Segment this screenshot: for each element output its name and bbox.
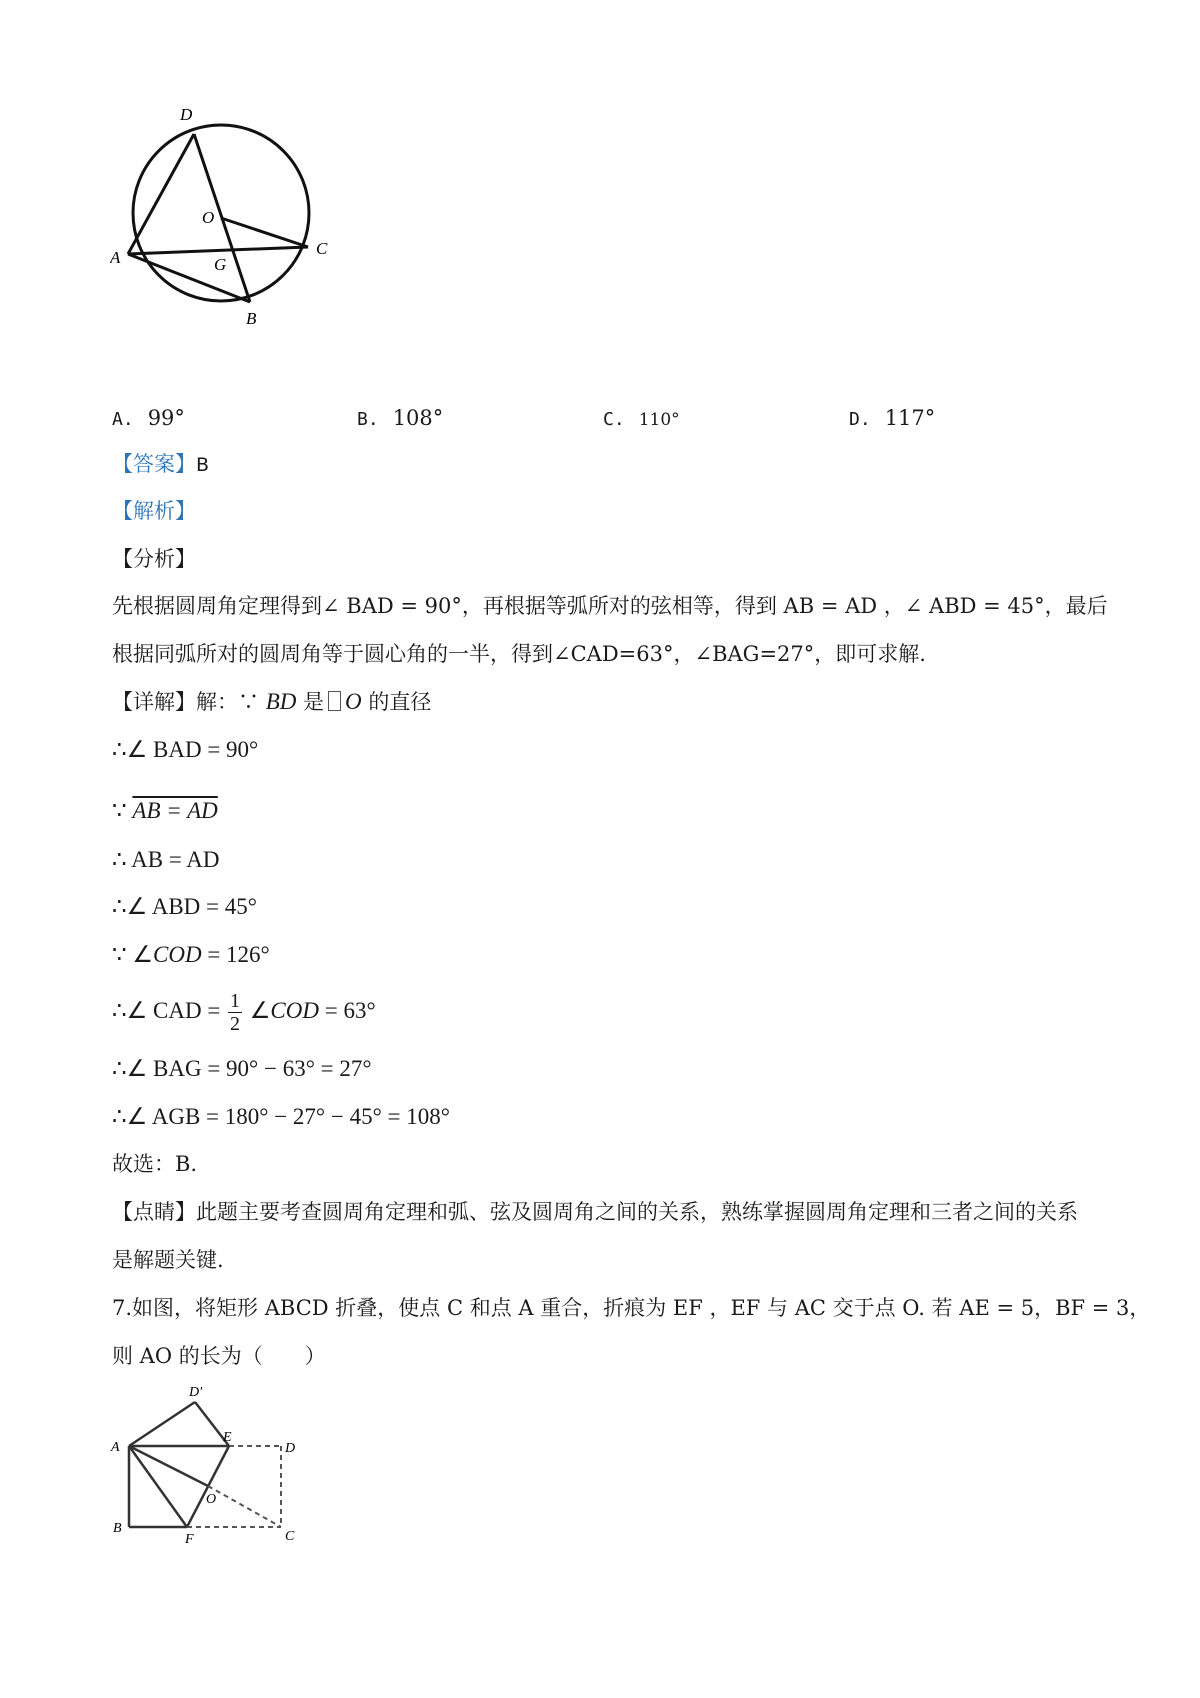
- circle-symbol-icon: [328, 691, 341, 711]
- dashed-oc: [208, 1486, 281, 1527]
- analysis-tag: 【解析】: [112, 499, 196, 523]
- option-d-value: 117°: [884, 406, 936, 430]
- question7-line1: 7.如图，将矩形 ABCD 折叠，使点 C 和点 A 重合，折痕为 EF ，EF 与 AC 交于点 O. 若 AE = 5，BF = 3，: [112, 1296, 1151, 1320]
- label-a: A: [110, 248, 121, 267]
- label-b2: B: [113, 1521, 122, 1536]
- step-ab-ad: ∴ AB = AD: [112, 847, 220, 872]
- fenxi-line1: 先根据圆周角定理得到∠ BAD = 90°，再根据等弧所对的弦相等，得到 AB = AD ，∠ ABD = 45°，最后: [112, 594, 1108, 618]
- option-c-value: 110°: [638, 410, 680, 430]
- option-c: C. 110°: [603, 409, 680, 430]
- question7-line2: 则 AO 的长为（ ）: [112, 1344, 326, 1368]
- comment-line2: 是解题关键.: [112, 1248, 224, 1272]
- option-b: B. 108°: [357, 406, 444, 430]
- step-cod: ∵ ∠COD = 126°: [112, 942, 270, 967]
- segment-ao: [129, 1446, 208, 1486]
- choose-line: 故选：B.: [112, 1152, 198, 1176]
- rectangle-fold-figure: [105, 1380, 335, 1560]
- answer-tag: 【答案】: [112, 452, 196, 476]
- segment-af: [129, 1446, 187, 1527]
- answer-line: [112, 450, 209, 479]
- radius-oc: [221, 218, 308, 247]
- fraction-half: $\frac{1}{2}$: [230, 990, 241, 1036]
- segment-ad-prime: [129, 1402, 195, 1446]
- label-c: C: [316, 239, 328, 258]
- label-o: O: [202, 208, 215, 227]
- option-a-value: 99°: [147, 406, 185, 430]
- label-d-prime: D': [189, 1385, 203, 1400]
- label-c2: C: [285, 1529, 295, 1544]
- label-g: G: [214, 255, 227, 274]
- answer-value: B: [196, 454, 210, 476]
- option-a: A. 99°: [112, 406, 185, 430]
- label-a2: A: [111, 1440, 120, 1455]
- label-f: F: [185, 1532, 194, 1547]
- step-arc-equal: ∵ AB = AD: [112, 798, 218, 823]
- label-b: B: [246, 309, 257, 328]
- circle-figure: [110, 100, 350, 340]
- step-agb: ∴∠ AGB = 180° − 27° − 45° = 108°: [112, 1104, 450, 1129]
- chord-ac: [128, 247, 308, 254]
- label-e: E: [223, 1430, 232, 1445]
- fenxi-tag: 【分析】: [112, 547, 196, 571]
- detail-intro: 【详解】解：∵ BD 是 O 的直径: [112, 689, 432, 714]
- label-d2: D: [285, 1441, 296, 1456]
- label-o2: O: [206, 1492, 217, 1507]
- step-cad: ∴∠ CAD = $\frac{1}{2}$ ∠COD = 63°: [112, 990, 376, 1036]
- fenxi-line2: 根据同弧所对的圆周角等于圆心角的一半，得到∠CAD=63°，∠BAG=27°，即可求解.: [112, 642, 926, 666]
- option-d: D. 117°: [849, 406, 936, 430]
- label-d: D: [180, 105, 193, 124]
- step-abd: ∴∠ ABD = 45°: [112, 894, 257, 919]
- step-bad: ∴∠ BAD = 90°: [112, 737, 259, 762]
- step-bag: ∴∠ BAG = 90° − 63° = 27°: [112, 1056, 372, 1081]
- option-b-value: 108°: [392, 406, 444, 430]
- chord-da: [128, 134, 194, 254]
- comment-line1: 【点睛】此题主要考查圆周角定理和弧、弦及圆周角之间的关系，熟练掌握圆周角定理和三者之间的关系: [112, 1200, 1078, 1224]
